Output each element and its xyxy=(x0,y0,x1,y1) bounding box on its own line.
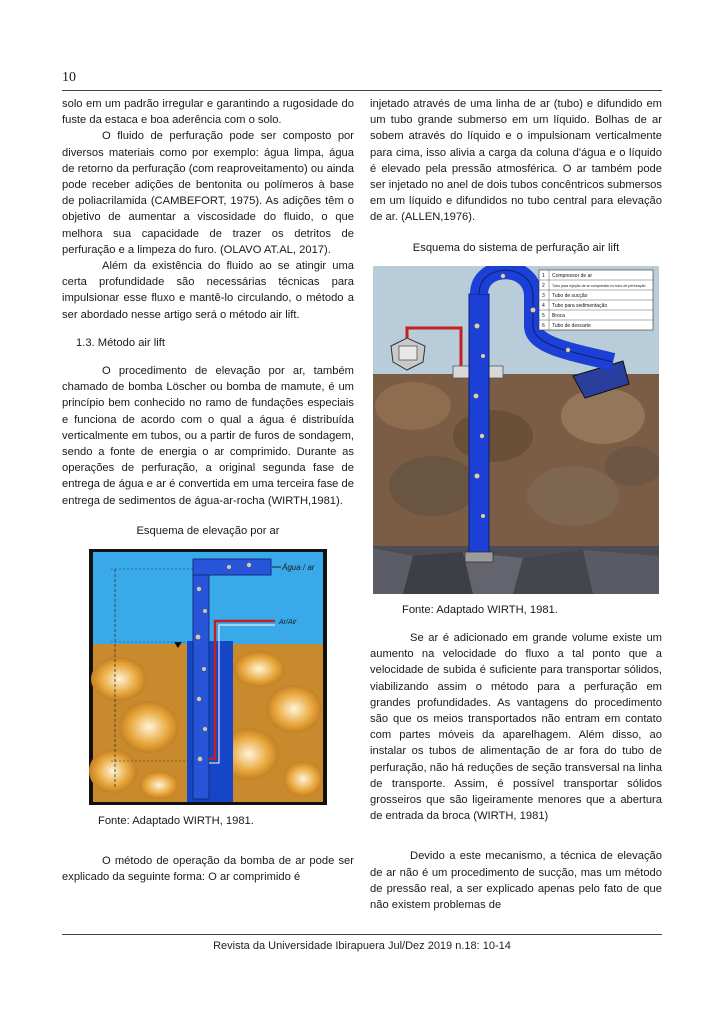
legend-num-5: 5 xyxy=(542,312,545,319)
air-lift-elevation-diagram xyxy=(89,549,327,805)
legend-item-5: Broca xyxy=(552,312,566,319)
legend-num-2: 2 xyxy=(542,282,545,289)
legend-num-4: 4 xyxy=(542,302,545,309)
air-inlet-label: Ar/Air xyxy=(279,619,297,627)
figure-1-caption: Esquema de elevação por ar xyxy=(136,524,280,537)
left-paragraph-5: O método de operação da bomba de ar pode ser explicado da seguinte forma: O ar comprimido é xyxy=(62,855,354,884)
water-air-label: Água / ar xyxy=(282,563,315,573)
figure-2-caption: Esquema do sistema de perfuração air lift xyxy=(412,241,620,254)
page-number: 10 xyxy=(62,70,76,85)
left-column xyxy=(62,96,354,886)
section-heading: 1.3. Método air lift xyxy=(76,336,165,349)
air-lift-drilling-system-diagram xyxy=(373,266,659,594)
left-paragraph-3: Além da existência do fluido ao se atingir uma certa profundidade são necessárias técnicas para impulsionar esse fluxo e mantê-lo circulando, o método a ser abordado nesse artigo será o método air lift. xyxy=(62,260,354,321)
left-paragraph-4: O procedimento de elevação por ar, também chamado de bomba Löscher ou bomba de mamute, é um princípio bem conhecido no ramo de fundações especiais e funciona de acordo com o qual a água é distribuída verticalmente em tubos, ou a partir de furos de sondagem, sendo a fonte de energia o ar comprimido. Durante as operações de perfuração, a original segunda fase de entrega de água e ar é convertida em uma terceira fase de entrega de sedimentos de água-ar-rocha (WIRTH,1981). xyxy=(62,365,354,507)
left-paragraph-2: O fluido de perfuração pode ser composto por diversos materiais como por exemplo: água limpa, água de retorno da perfuração (com reaproveitamento) ou ainda pode receber adições de bentonita ou polímeros à base de poliacrilamida (CAMBEFORT, 1975). As adições têm o objetivo de aumentar a viscosidade do fluido, o que melhora sua capacidade de trazer os detritos de perfuração e a limpeza do furo. (OLAVO AT.AL, 2017). xyxy=(62,130,354,256)
left-paragraph-1: solo em um padrão irregular e garantindo a rugosidade do fuste da estaca e boa aderência com o solo. xyxy=(62,98,354,127)
legend-table xyxy=(539,270,653,330)
legend-num-6: 6 xyxy=(542,322,545,329)
footer-rule xyxy=(62,934,662,935)
journal-footer: Revista da Universidade Ibirapuera Jul/Dez 2019 n.18: 10-14 xyxy=(213,940,511,952)
right-paragraph-2: Se ar é adicionado em grande volume existe um aumento na velocidade do fluxo a tal ponto que a velocidade de subida é suficiente para transportar sólidos, viabilizando assim o método para a perfuração em grandes profundidades. As vantagens do procedimento são que os meios transportados não entram em contato com partes móveis da aparelhagem. Além disso, ao instalar os tubos de alimentação de ar fora do tubo de perfuração, não há reduções de seção transversal na linha de transporte. Assim, é possível transportar sólidos grosseiros que são ligeiramente menores que a abertura de entrada da broca (WIRTH, 1981) xyxy=(370,632,662,823)
legend-item-2: Tubo para injeção de ar comprimido no tubo de perfuração xyxy=(552,283,646,288)
right-column xyxy=(370,96,662,913)
legend-item-4: Tubo para sedimentação xyxy=(552,302,608,309)
legend-item-1: Compressor de ar xyxy=(552,272,593,279)
legend-item-6: Tubo de descarte xyxy=(552,322,591,329)
legend-item-3: Tubo de sucção xyxy=(552,292,588,299)
right-paragraph-1: injetado através de uma linha de ar (tubo) e difundido em um tubo grande submerso em um líquido. Bolhas de ar sobem através do líquido e o impulsionam verticalmente para cima, isso alivia a carga da coluna d'água e o líquido é elevado pela pressão atmosférica. O ar também pode ser injetado no anel de dois tubos concêntricos submersos em um líquido e difundidos no tubo central para elevação de ar. (ALLEN,1976). xyxy=(370,98,662,224)
figure-2-source: Fonte: Adaptado WIRTH, 1981. xyxy=(402,603,558,616)
figure-1-source: Fonte: Adaptado WIRTH, 1981. xyxy=(98,815,254,828)
header-rule xyxy=(62,90,662,91)
right-paragraph-3: Devido a este mecanismo, a técnica de elevação de ar não é um procedimento de sucção, mas um método de pressão real, a ser explicado apenas pelo fato de que não existem problemas de xyxy=(370,850,662,912)
legend-num-1: 1 xyxy=(542,272,545,279)
legend-num-3: 3 xyxy=(542,292,545,299)
